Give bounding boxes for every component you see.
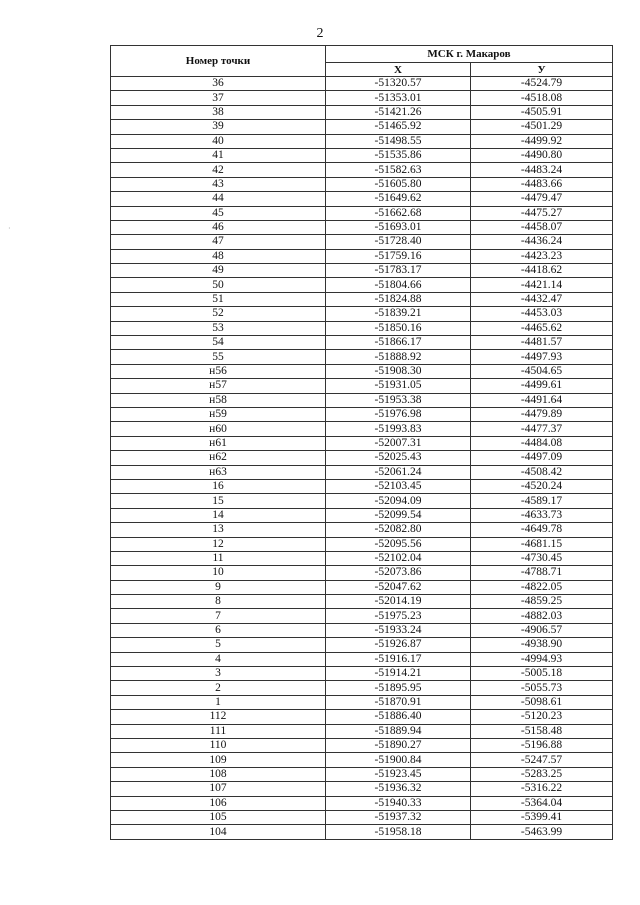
y-coordinate-cell: -4681.15 xyxy=(471,537,613,551)
table-row xyxy=(111,379,613,393)
point-number-cell: н59 xyxy=(111,407,326,421)
y-coordinate-cell: -5283.25 xyxy=(471,767,613,781)
point-number-cell: н62 xyxy=(111,451,326,465)
y-coordinate-cell: -4649.78 xyxy=(471,523,613,537)
x-coordinate-cell: -52025.43 xyxy=(326,451,471,465)
point-number-cell: 8 xyxy=(111,595,326,609)
point-number-cell: 105 xyxy=(111,810,326,824)
point-number-cell: 111 xyxy=(111,724,326,738)
y-coordinate-cell: -4475.27 xyxy=(471,206,613,220)
point-number-cell: 53 xyxy=(111,321,326,335)
point-number-cell: 9 xyxy=(111,580,326,594)
table-row xyxy=(111,77,613,91)
point-number-cell: 16 xyxy=(111,479,326,493)
x-coordinate-cell: -51824.88 xyxy=(326,292,471,306)
y-coordinate-cell: -5316.22 xyxy=(471,782,613,796)
y-coordinate-cell: -4504.65 xyxy=(471,364,613,378)
x-coordinate-cell: -51936.32 xyxy=(326,782,471,796)
point-number-cell: 48 xyxy=(111,249,326,263)
point-number-cell: 15 xyxy=(111,494,326,508)
table-row xyxy=(111,652,613,666)
point-number-cell: н63 xyxy=(111,465,326,479)
y-coordinate-cell: -4423.23 xyxy=(471,249,613,263)
point-number-cell: 50 xyxy=(111,278,326,292)
point-number-cell: 6 xyxy=(111,623,326,637)
point-number-cell: 39 xyxy=(111,120,326,134)
x-coordinate-cell: -51923.45 xyxy=(326,767,471,781)
table-row xyxy=(111,307,613,321)
point-number-cell: 46 xyxy=(111,220,326,234)
table-row xyxy=(111,551,613,565)
x-coordinate-cell: -51783.17 xyxy=(326,264,471,278)
point-number-cell: 4 xyxy=(111,652,326,666)
y-coordinate-cell: -4479.47 xyxy=(471,192,613,206)
table-row xyxy=(111,695,613,709)
x-coordinate-cell: -51931.05 xyxy=(326,379,471,393)
x-coordinate-cell: -52082.80 xyxy=(326,523,471,537)
y-coordinate-cell: -5399.41 xyxy=(471,810,613,824)
table-row xyxy=(111,681,613,695)
point-number-header: Номер точки xyxy=(111,46,326,77)
x-coordinate-cell: -51662.68 xyxy=(326,206,471,220)
y-coordinate-cell: -4453.03 xyxy=(471,307,613,321)
table-row xyxy=(111,407,613,421)
y-coordinate-cell: -4421.14 xyxy=(471,278,613,292)
table-row xyxy=(111,738,613,752)
x-coordinate-cell: -52061.24 xyxy=(326,465,471,479)
x-coordinate-cell: -52047.62 xyxy=(326,580,471,594)
point-number-cell: н56 xyxy=(111,364,326,378)
y-coordinate-cell: -4730.45 xyxy=(471,551,613,565)
table-row xyxy=(111,810,613,824)
y-coordinate-cell: -4465.62 xyxy=(471,321,613,335)
y-coordinate-cell: -5005.18 xyxy=(471,667,613,681)
x-coordinate-cell: -51933.24 xyxy=(326,623,471,637)
y-coordinate-cell: -5196.88 xyxy=(471,738,613,752)
table-row xyxy=(111,235,613,249)
point-number-cell: 45 xyxy=(111,206,326,220)
table-row xyxy=(111,825,613,839)
table-row xyxy=(111,206,613,220)
table-row xyxy=(111,451,613,465)
y-coordinate-cell: -4589.17 xyxy=(471,494,613,508)
table-row xyxy=(111,638,613,652)
x-coordinate-cell: -51693.01 xyxy=(326,220,471,234)
table-row xyxy=(111,120,613,134)
margin-mark: · xyxy=(8,224,11,233)
table-row xyxy=(111,753,613,767)
y-coordinate-cell: -4477.37 xyxy=(471,422,613,436)
point-number-cell: н60 xyxy=(111,422,326,436)
x-coordinate-cell: -51908.30 xyxy=(326,364,471,378)
y-coordinate-cell: -4458.07 xyxy=(471,220,613,234)
table-row xyxy=(111,364,613,378)
table-body xyxy=(111,77,613,840)
y-coordinate-cell: -4483.24 xyxy=(471,163,613,177)
table-row xyxy=(111,595,613,609)
y-coordinate-cell: -4906.57 xyxy=(471,623,613,637)
x-coordinate-cell: -51839.21 xyxy=(326,307,471,321)
y-coordinate-cell: -5120.23 xyxy=(471,710,613,724)
page-number: 2 xyxy=(316,26,324,41)
x-coordinate-cell: -51889.94 xyxy=(326,724,471,738)
x-coordinate-cell: -51958.18 xyxy=(326,825,471,839)
point-number-cell: 7 xyxy=(111,609,326,623)
y-coordinate-cell: -5463.99 xyxy=(471,825,613,839)
x-coordinate-cell: -52094.09 xyxy=(326,494,471,508)
table-row xyxy=(111,609,613,623)
table-row xyxy=(111,220,613,234)
y-coordinate-cell: -4484.08 xyxy=(471,436,613,450)
x-coordinate-cell: -51953.38 xyxy=(326,393,471,407)
x-coordinate-cell: -51759.16 xyxy=(326,249,471,263)
x-coordinate-cell: -51890.27 xyxy=(326,738,471,752)
y-coordinate-cell: -4505.91 xyxy=(471,105,613,119)
point-number-cell: 14 xyxy=(111,508,326,522)
table-row xyxy=(111,105,613,119)
x-coordinate-cell: -51976.98 xyxy=(326,407,471,421)
table-row xyxy=(111,767,613,781)
table-row xyxy=(111,350,613,364)
y-coordinate-cell: -4499.92 xyxy=(471,134,613,148)
x-coordinate-cell: -51916.17 xyxy=(326,652,471,666)
point-number-cell: 38 xyxy=(111,105,326,119)
y-coordinate-cell: -5158.48 xyxy=(471,724,613,738)
table-row xyxy=(111,479,613,493)
y-coordinate-cell: -4788.71 xyxy=(471,566,613,580)
x-coordinate-cell: -51975.23 xyxy=(326,609,471,623)
y-coordinate-cell: -4497.93 xyxy=(471,350,613,364)
x-coordinate-cell: -51582.63 xyxy=(326,163,471,177)
point-number-cell: 43 xyxy=(111,177,326,191)
point-number-cell: 2 xyxy=(111,681,326,695)
point-number-cell: н58 xyxy=(111,393,326,407)
x-coordinate-cell: -51866.17 xyxy=(326,336,471,350)
x-coordinate-cell: -51498.55 xyxy=(326,134,471,148)
x-coordinate-cell: -51353.01 xyxy=(326,91,471,105)
y-coordinate-cell: -4859.25 xyxy=(471,595,613,609)
x-coordinate-cell: -52095.56 xyxy=(326,537,471,551)
coordinate-system-header: МСК г. Макаров xyxy=(326,46,613,63)
y-coordinate-cell: -4490.80 xyxy=(471,148,613,162)
y-coordinate-cell: -4501.29 xyxy=(471,120,613,134)
x-coordinate-cell: -51914.21 xyxy=(326,667,471,681)
y-header: У xyxy=(471,63,613,77)
x-coordinate-cell: -51804.66 xyxy=(326,278,471,292)
point-number-cell: 5 xyxy=(111,638,326,652)
table-row xyxy=(111,321,613,335)
point-number-cell: 107 xyxy=(111,782,326,796)
y-coordinate-cell: -4508.42 xyxy=(471,465,613,479)
point-number-cell: 49 xyxy=(111,264,326,278)
point-number-cell: 11 xyxy=(111,551,326,565)
x-coordinate-cell: -51937.32 xyxy=(326,810,471,824)
point-number-cell: 55 xyxy=(111,350,326,364)
table-row xyxy=(111,278,613,292)
point-number-cell: н61 xyxy=(111,436,326,450)
table-row xyxy=(111,724,613,738)
point-number-cell: 36 xyxy=(111,77,326,91)
point-number-cell: н57 xyxy=(111,379,326,393)
point-number-cell: 109 xyxy=(111,753,326,767)
table-row xyxy=(111,436,613,450)
x-coordinate-cell: -52102.04 xyxy=(326,551,471,565)
point-number-cell: 41 xyxy=(111,148,326,162)
table-row xyxy=(111,465,613,479)
table-row xyxy=(111,393,613,407)
table-row xyxy=(111,336,613,350)
x-coordinate-cell: -51900.84 xyxy=(326,753,471,767)
x-coordinate-cell: -51993.83 xyxy=(326,422,471,436)
y-coordinate-cell: -4418.62 xyxy=(471,264,613,278)
point-number-cell: 104 xyxy=(111,825,326,839)
point-number-cell: 44 xyxy=(111,192,326,206)
table-row xyxy=(111,292,613,306)
y-coordinate-cell: -4882.03 xyxy=(471,609,613,623)
y-coordinate-cell: -4518.08 xyxy=(471,91,613,105)
y-coordinate-cell: -4432.47 xyxy=(471,292,613,306)
point-number-cell: 51 xyxy=(111,292,326,306)
table-row xyxy=(111,134,613,148)
table-row xyxy=(111,177,613,191)
x-coordinate-cell: -51605.80 xyxy=(326,177,471,191)
y-coordinate-cell: -4938.90 xyxy=(471,638,613,652)
y-coordinate-cell: -4822.05 xyxy=(471,580,613,594)
x-coordinate-cell: -51728.40 xyxy=(326,235,471,249)
x-coordinate-cell: -51888.92 xyxy=(326,350,471,364)
point-number-cell: 106 xyxy=(111,796,326,810)
x-coordinate-cell: -51649.62 xyxy=(326,192,471,206)
x-coordinate-cell: -51850.16 xyxy=(326,321,471,335)
y-coordinate-cell: -4491.64 xyxy=(471,393,613,407)
coordinates-table xyxy=(110,45,613,840)
point-number-cell: 47 xyxy=(111,235,326,249)
table-row xyxy=(111,163,613,177)
x-coordinate-cell: -52073.86 xyxy=(326,566,471,580)
y-coordinate-cell: -4994.93 xyxy=(471,652,613,666)
y-coordinate-cell: -4481.57 xyxy=(471,336,613,350)
point-number-cell: 110 xyxy=(111,738,326,752)
x-coordinate-cell: -51886.40 xyxy=(326,710,471,724)
table-row xyxy=(111,91,613,105)
table-row xyxy=(111,148,613,162)
point-number-cell: 3 xyxy=(111,667,326,681)
y-coordinate-cell: -5098.61 xyxy=(471,695,613,709)
point-number-cell: 13 xyxy=(111,523,326,537)
table-row xyxy=(111,192,613,206)
point-number-cell: 40 xyxy=(111,134,326,148)
table-row xyxy=(111,623,613,637)
table-row xyxy=(111,667,613,681)
table-row xyxy=(111,782,613,796)
point-number-cell: 37 xyxy=(111,91,326,105)
point-number-cell: 42 xyxy=(111,163,326,177)
point-number-cell: 112 xyxy=(111,710,326,724)
table-row xyxy=(111,523,613,537)
y-coordinate-cell: -4520.24 xyxy=(471,479,613,493)
x-coordinate-cell: -52099.54 xyxy=(326,508,471,522)
table-row xyxy=(111,264,613,278)
y-coordinate-cell: -5364.04 xyxy=(471,796,613,810)
table-row xyxy=(111,494,613,508)
x-coordinate-cell: -51940.33 xyxy=(326,796,471,810)
x-coordinate-cell: -52014.19 xyxy=(326,595,471,609)
x-coordinate-cell: -51421.26 xyxy=(326,105,471,119)
x-coordinate-cell: -51465.92 xyxy=(326,120,471,134)
table-row xyxy=(111,580,613,594)
y-coordinate-cell: -4633.73 xyxy=(471,508,613,522)
x-coordinate-cell: -52103.45 xyxy=(326,479,471,493)
point-number-cell: 12 xyxy=(111,537,326,551)
point-number-cell: 52 xyxy=(111,307,326,321)
y-coordinate-cell: -5247.57 xyxy=(471,753,613,767)
x-coordinate-cell: -51926.87 xyxy=(326,638,471,652)
x-header: X xyxy=(326,63,471,77)
x-coordinate-cell: -51535.86 xyxy=(326,148,471,162)
x-coordinate-cell: -51320.57 xyxy=(326,77,471,91)
point-number-cell: 108 xyxy=(111,767,326,781)
y-coordinate-cell: -4436.24 xyxy=(471,235,613,249)
y-coordinate-cell: -5055.73 xyxy=(471,681,613,695)
y-coordinate-cell: -4479.89 xyxy=(471,407,613,421)
y-coordinate-cell: -4499.61 xyxy=(471,379,613,393)
point-number-cell: 10 xyxy=(111,566,326,580)
y-coordinate-cell: -4483.66 xyxy=(471,177,613,191)
y-coordinate-cell: -4524.79 xyxy=(471,77,613,91)
table-row xyxy=(111,508,613,522)
table-row xyxy=(111,537,613,551)
y-coordinate-cell: -4497.09 xyxy=(471,451,613,465)
x-coordinate-cell: -52007.31 xyxy=(326,436,471,450)
x-coordinate-cell: -51870.91 xyxy=(326,695,471,709)
table-row xyxy=(111,710,613,724)
point-number-cell: 54 xyxy=(111,336,326,350)
table-row xyxy=(111,796,613,810)
table-row xyxy=(111,422,613,436)
x-coordinate-cell: -51895.95 xyxy=(326,681,471,695)
point-number-cell: 1 xyxy=(111,695,326,709)
table-row xyxy=(111,249,613,263)
table-row xyxy=(111,566,613,580)
